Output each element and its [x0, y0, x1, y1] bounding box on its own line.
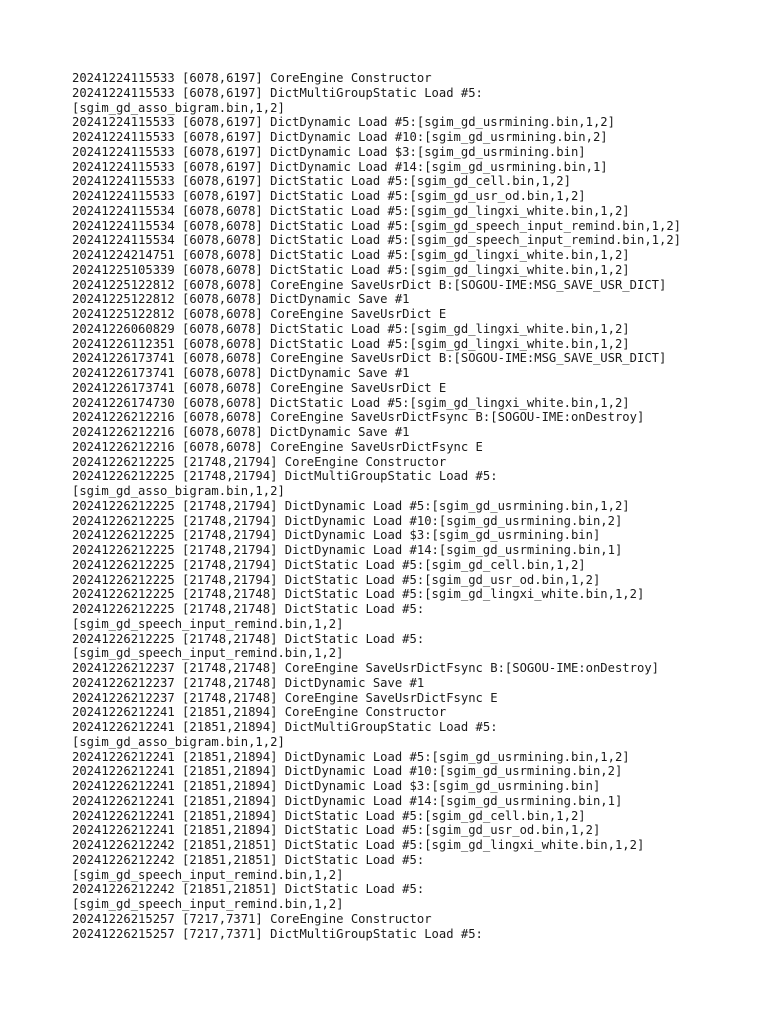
log-line: 20241226212225 [21748,21794] DictDynamic Load #14:[sgim_gd_usrmining.bin,1]	[72, 543, 623, 557]
log-line: 20241224115533 [6078,6197] DictDynamic Load #10:[sgim_gd_usrmining.bin,2]	[72, 130, 608, 144]
log-line: [sgim_gd_asso_bigram.bin,1,2]	[72, 100, 285, 115]
log-line: 20241226212242 [21851,21851] DictStatic Load #5:	[72, 882, 425, 897]
log-line: 20241226212216 [6078,6078] CoreEngine SaveUsrDictFsync B:[SOGOU-IME:onDestroy]	[72, 410, 645, 425]
log-line: 20241226212225 [21748,21794] DictStatic Load #5:[sgim_gd_cell.bin,1,2]	[72, 557, 586, 572]
log-line: 20241226212241 [21851,21894] DictMultiGroupStatic Load #5:	[72, 720, 498, 734]
log-line: [sgim_gd_asso_bigram.bin,1,2]	[72, 734, 285, 749]
log-line: 20241226212242 [21851,21851] DictStatic Load #5:	[72, 852, 425, 867]
log-line: [sgim_gd_speech_input_remind.bin,1,2]	[72, 897, 344, 911]
log-document	[72, 71, 712, 941]
log-line: 20241226212241 [21851,21894] DictStatic Load #5:[sgim_gd_cell.bin,1,2]	[72, 808, 586, 823]
log-line: 20241226060829 [6078,6078] DictStatic Load #5:[sgim_gd_lingxi_white.bin,1,2]	[72, 321, 630, 336]
log-line: 20241226212225 [21748,21794] DictDynamic Load #5:[sgim_gd_usrmining.bin,1,2]	[72, 498, 630, 513]
log-line: 20241226112351 [6078,6078] DictStatic Load #5:[sgim_gd_lingxi_white.bin,1,2]	[72, 336, 630, 351]
log-line: 20241226212216 [6078,6078] DictDynamic Save #1	[72, 425, 410, 439]
log-lines-container	[72, 71, 712, 941]
log-line: 20241226212241 [21851,21894] DictStatic Load #5:[sgim_gd_usr_od.bin,1,2]	[72, 823, 601, 838]
log-line: 20241226173741 [6078,6078] DictDynamic Save #1	[72, 366, 410, 380]
log-line: 20241224115533 [6078,6197] DictStatic Load #5:[sgim_gd_usr_od.bin,1,2]	[72, 189, 586, 203]
log-line: [sgim_gd_speech_input_remind.bin,1,2]	[72, 616, 344, 631]
log-line: [sgim_gd_speech_input_remind.bin,1,2]	[72, 867, 344, 882]
log-line: 20241226212241 [21851,21894] DictDynamic Load $3:[sgim_gd_usrmining.bin]	[72, 779, 601, 793]
log-line: 20241226215257 [7217,7371] DictMultiGroupStatic Load #5:	[72, 926, 483, 941]
log-line: 20241224115533 [6078,6197] DictDynamic Load #14:[sgim_gd_usrmining.bin,1]	[72, 159, 608, 174]
log-line: 20241224115534 [6078,6078] DictStatic Load #5:[sgim_gd_speech_input_remind.bin,1,2]	[72, 233, 682, 248]
log-line: 20241226212242 [21851,21851] DictStatic Load #5:[sgim_gd_lingxi_white.bin,1,2]	[72, 838, 645, 852]
log-line: 20241226215257 [7217,7371] CoreEngine Constructor	[72, 911, 432, 926]
log-line: 20241226212225 [21748,21794] CoreEngine Constructor	[72, 454, 447, 469]
log-line: 20241226174730 [6078,6078] DictStatic Load #5:[sgim_gd_lingxi_white.bin,1,2]	[72, 395, 630, 410]
log-line: 20241225122812 [6078,6078] CoreEngine SaveUsrDict E	[72, 307, 447, 321]
log-line: 20241224115534 [6078,6078] DictStatic Load #5:[sgim_gd_speech_input_remind.bin,1,2]	[72, 218, 682, 233]
log-line: 20241226212225 [21748,21794] DictMultiGroupStatic Load #5:	[72, 469, 498, 484]
log-line: 20241226212241 [21851,21894] DictDynamic Load #10:[sgim_gd_usrmining.bin,2]	[72, 764, 623, 779]
log-line: 20241226212225 [21748,21794] DictStatic Load #5:[sgim_gd_usr_od.bin,1,2]	[72, 572, 601, 587]
log-line: 20241226173741 [6078,6078] CoreEngine SaveUsrDict B:[SOGOU-IME:MSG_SAVE_USR_DICT]	[72, 351, 667, 366]
log-line: 20241226212241 [21851,21894] DictDynamic Load #14:[sgim_gd_usrmining.bin,1]	[72, 793, 623, 808]
log-line: 20241226212225 [21748,21748] DictStatic Load #5:	[72, 602, 425, 616]
log-line: 20241224115533 [6078,6197] DictMultiGroupStatic Load #5:	[72, 85, 483, 100]
log-line: 20241226212237 [21748,21748] DictDynamic Save #1	[72, 675, 425, 690]
log-line: 20241225122812 [6078,6078] CoreEngine SaveUsrDict B:[SOGOU-IME:MSG_SAVE_USR_DICT]	[72, 277, 667, 292]
log-line: 20241226212225 [21748,21794] DictDynamic Load #10:[sgim_gd_usrmining.bin,2]	[72, 513, 623, 528]
log-line: 20241225105339 [6078,6078] DictStatic Load #5:[sgim_gd_lingxi_white.bin,1,2]	[72, 262, 630, 277]
log-line: 20241226212241 [21851,21894] CoreEngine Constructor	[72, 705, 447, 720]
log-line: 20241226212237 [21748,21748] CoreEngine SaveUsrDictFsync E	[72, 690, 498, 705]
log-line: 20241224115533 [6078,6197] DictDynamic Load $3:[sgim_gd_usrmining.bin]	[72, 144, 586, 159]
log-line: 20241224115533 [6078,6197] DictStatic Load #5:[sgim_gd_cell.bin,1,2]	[72, 174, 571, 189]
log-line: 20241226212225 [21748,21748] DictStatic Load #5:	[72, 631, 425, 646]
log-line: 20241226212225 [21748,21748] DictStatic Load #5:[sgim_gd_lingxi_white.bin,1,2]	[72, 587, 645, 602]
log-line: [sgim_gd_asso_bigram.bin,1,2]	[72, 484, 285, 498]
log-line: 20241224214751 [6078,6078] DictStatic Load #5:[sgim_gd_lingxi_white.bin,1,2]	[72, 248, 630, 262]
log-line: 20241224115533 [6078,6197] DictDynamic Load #5:[sgim_gd_usrmining.bin,1,2]	[72, 115, 615, 130]
log-line: 20241226212216 [6078,6078] CoreEngine SaveUsrDictFsync E	[72, 439, 483, 454]
log-line: 20241226212237 [21748,21748] CoreEngine SaveUsrDictFsync B:[SOGOU-IME:onDestroy]	[72, 661, 659, 675]
log-line: 20241225122812 [6078,6078] DictDynamic Save #1	[72, 292, 410, 307]
log-line: 20241224115533 [6078,6197] CoreEngine Constructor	[72, 71, 432, 85]
log-line: 20241226212225 [21748,21794] DictDynamic Load $3:[sgim_gd_usrmining.bin]	[72, 528, 601, 543]
log-line: 20241226173741 [6078,6078] CoreEngine SaveUsrDict E	[72, 380, 447, 395]
log-line: 20241224115534 [6078,6078] DictStatic Load #5:[sgim_gd_lingxi_white.bin,1,2]	[72, 203, 630, 218]
log-line: [sgim_gd_speech_input_remind.bin,1,2]	[72, 646, 344, 661]
log-line: 20241226212241 [21851,21894] DictDynamic Load #5:[sgim_gd_usrmining.bin,1,2]	[72, 749, 630, 764]
